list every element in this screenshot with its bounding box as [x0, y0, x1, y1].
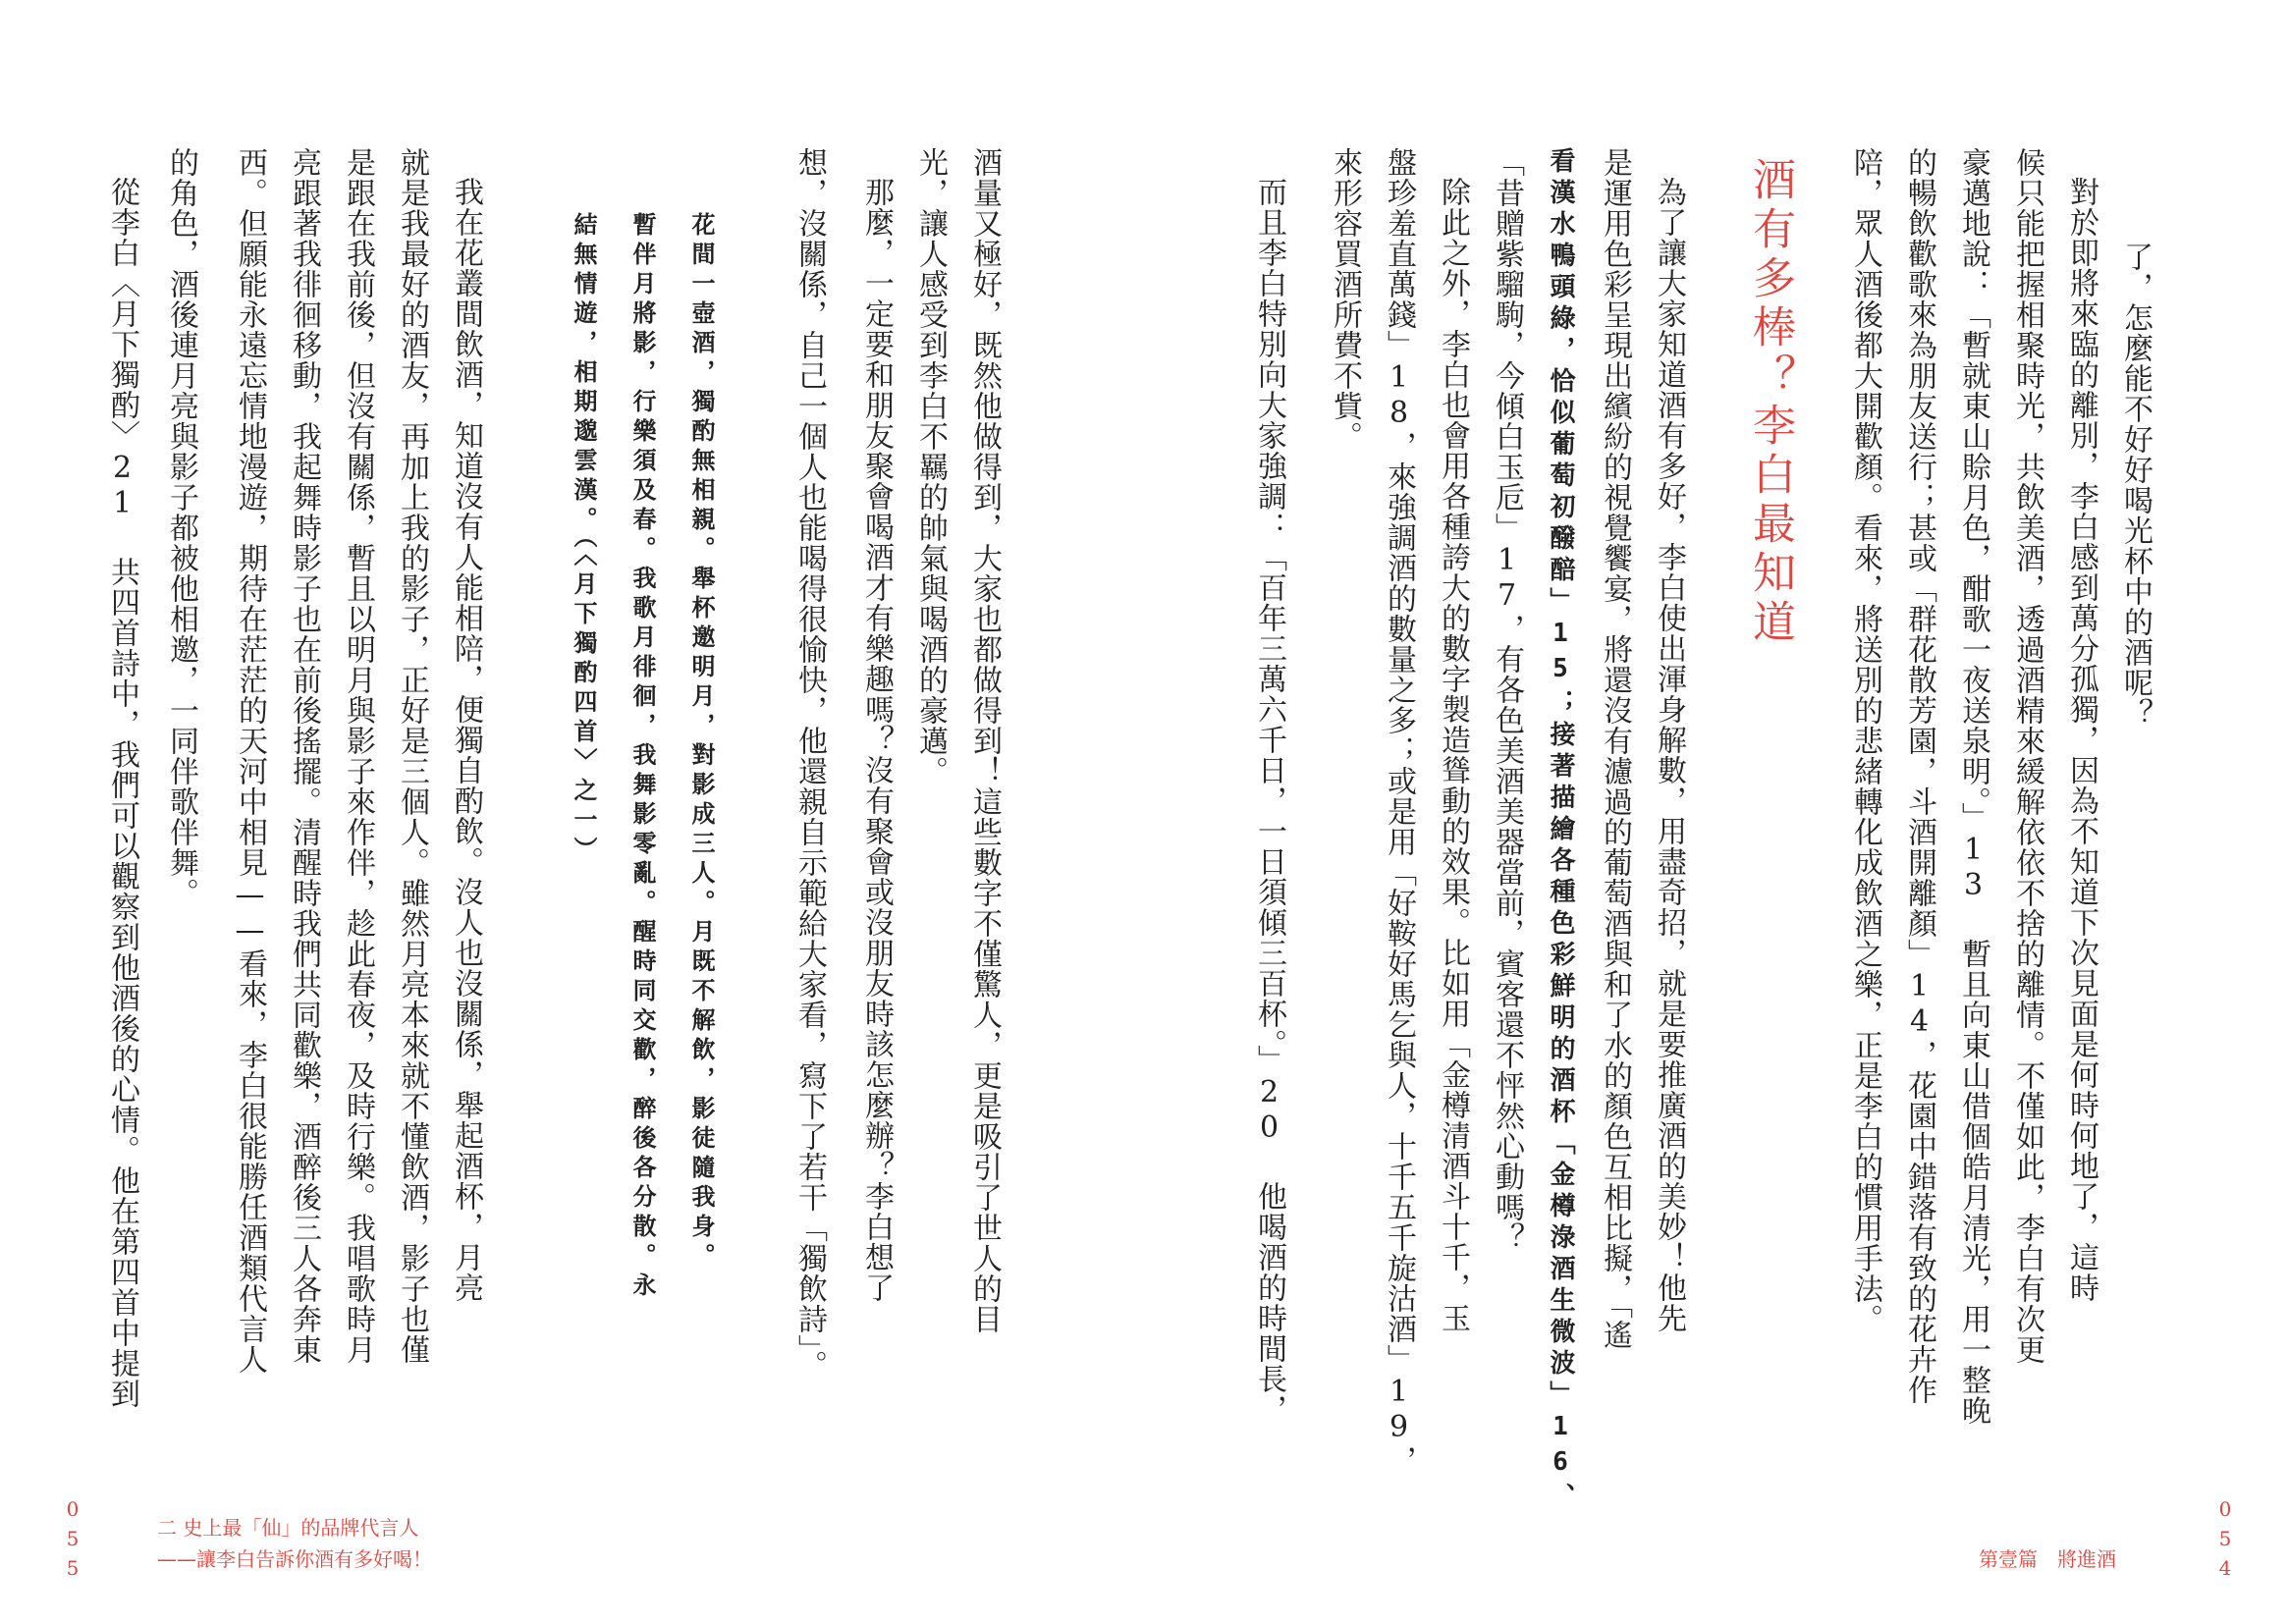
running-head-title: 二 史上最「仙」的品牌代言人: [157, 1516, 419, 1540]
text-column: 是跟在我前後，但沒有關係，暫且以明月與影子來作伴，趁此春夜，及時行樂。我唱歌時月: [341, 147, 375, 1365]
text-column: 而且李白特別向大家強調：「百年三萬六千日，一日須傾三百杯。」20 他喝酒的時間長，: [1252, 177, 1286, 1425]
running-head: 第壹篇 將進酒: [1979, 1547, 2116, 1571]
poem-line: 暫伴月將影，行樂須及春。我歌月徘徊，我舞影零亂。醒時同交歡，醉後各分散。永: [628, 212, 656, 1302]
text-column: 亮跟著我徘徊移動，我起舞時影子也在前後搖擺。清醒時我們共同歡樂，酒醉後三人各奔東: [287, 147, 321, 1365]
page-number: 054: [2213, 1497, 2237, 1586]
text-column: 從李白〈月下獨酌〉21 共四首詩中，我們可以觀察到他酒後的心情。他在第四首中提到: [105, 177, 139, 1409]
text-column: 的角色，酒後連月亮與影子都被他相邀，一同伴歌伴舞。: [164, 147, 198, 908]
text-column: 光，讓人感受到李白不羈的帥氣與喝酒的豪邁。: [913, 147, 948, 786]
running-head-subtitle: ——讓李白告訴你酒有多好喝！: [157, 1547, 432, 1571]
text-column: 我在花叢間飲酒，知道沒有人能相陪，便獨自酌飲。沒人也沒關係，舉起酒杯，月亮: [449, 177, 483, 1303]
text-column: 豪邁地說：「暫就東山賒月色，酣歌一夜送泉明。」13 暫且向東山借個皓月清光，用一整晚: [1956, 147, 1990, 1426]
text-column: 酒量又極好，既然他做得到，大家也都做得到！這些數字不僅驚人，更是吸引了世人的目: [967, 147, 1002, 1334]
section-heading: 酒有多棒？李白最知道: [1745, 157, 1795, 648]
poem-line: 花間一壺酒，獨酌無相親。舉杯邀明月，對影成三人。月既不解飲，影徒隨我身。: [687, 212, 715, 1272]
text-column: 陪，眾人酒後都大開歡顏。看來，將送別的悲緒轉化成飲酒之樂，正是李白的慣用手法。: [1848, 147, 1882, 1334]
text-column: 為了讓大家知道酒有多好，李白使出渾身解數，用盡奇招，就是要推廣酒的美妙！他先: [1652, 177, 1686, 1333]
text-column: 盤珍羞直萬錢」18，來強調酒的數量之多；或是用「好鞍好馬乞與人，十千五千旋沽酒」19，: [1382, 147, 1416, 1476]
page-number: 055: [61, 1497, 84, 1586]
text-column: 了，怎麼能不好好喝光杯中的酒呢？: [2118, 242, 2153, 729]
text-column: 是運用色彩呈現出繽紛的視覺饗宴，將還沒有濾過的葡萄酒與和了水的顏色互相比擬，「遙: [1598, 147, 1632, 1350]
text-column: 想，沒關係，自己一個人也能喝得很愉快，他還親自示範給大家看，寫下了若干「獨飲詩」。: [792, 147, 827, 1380]
text-column: 看漢水鴨頭綠，恰似葡萄初醱醅」15；接著描繪各種色彩鮮明的酒杯「金樽淥酒生微波」16、: [1546, 147, 1575, 1514]
text-column: 的暢飲歡歌來為朋友送行；甚或「群花散芳園，斗酒開離顏」14，花園中錯落有致的花卉作: [1902, 147, 1936, 1405]
poem-line: 結無情遊，相期邈雲漢。（〈月下獨酌四首〉之一）: [570, 212, 597, 866]
text-column: 除此之外，李白也會用各種誇大的數字製造聳動的效果。比如用「金樽清酒斗十千，玉: [1436, 177, 1470, 1333]
text-column: 「昔贈紫騮駒，今傾白玉卮」17，有各色美酒美器當前，賓客還不怦然心動嗎？: [1490, 147, 1524, 1253]
text-column: 候只能把握相聚時光，共飲美酒，透過酒精來緩解依依不捨的離情。不僅如此，李白有次更: [2010, 147, 2044, 1365]
text-column: 就是我最好的酒友，再加上我的影子，正好是三個人。雖然月亮本來就不懂飲酒，影子也僅: [395, 147, 429, 1365]
text-column: 對於即將來臨的離別，李白感到萬分孤獨，因為不知道下次見面是何時何地了，這時: [2064, 177, 2098, 1303]
text-column: 西。但願能永遠忘情地漫遊，期待在茫茫的天河中相見——看來，李白很能勝任酒類代言人: [233, 147, 267, 1375]
text-column: 那麼，一定要和朋友聚會喝酒才有樂趣嗎？沒有聚會或沒朋友時該怎麼辦？李白想了: [859, 177, 894, 1303]
text-column: 來形容買酒所費不貲。: [1328, 147, 1362, 452]
